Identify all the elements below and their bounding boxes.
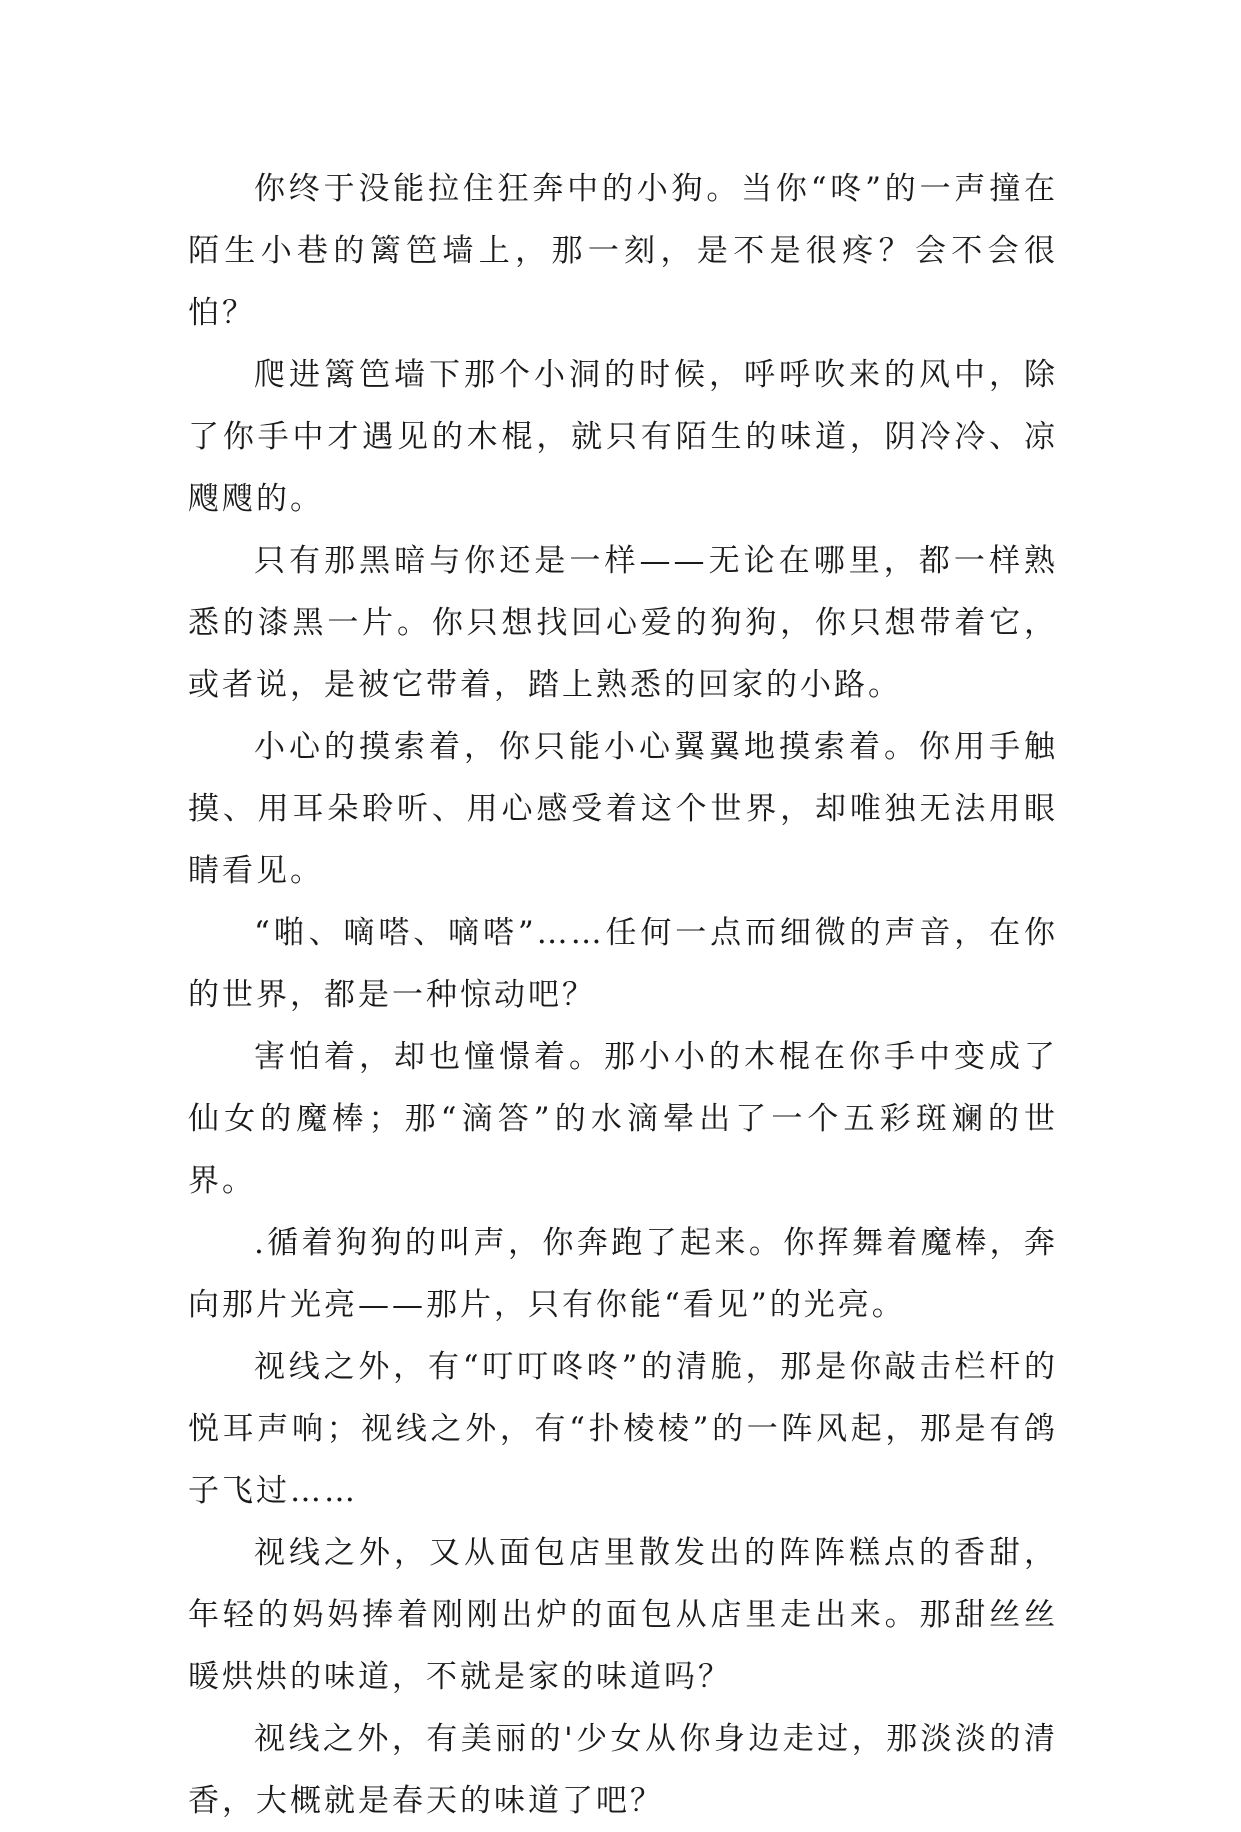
paragraph: 你终于没能拉住狂奔中的小狗。当你“咚”的一声撞在陌生小巷的篱笆墙上，那一刻，是不是很疼？会不会很怕？ xyxy=(188,171,1058,331)
paragraph: .循着狗狗的叫声，你奔跑了起来。你挥舞着魔棒，奔向那片光亮——那片，只有你能“看见”的光亮。 xyxy=(188,1225,1058,1323)
paragraph: 小心的摸索着，你只能小心翼翼地摸索着。你用手触摸、用耳朵聆听、用心感受着这个世界，却唯独无法用眼睛看见。 xyxy=(188,729,1058,889)
paragraph: 视线之外，有美丽的'少女从你身边走过，那淡淡的清香，大概就是春天的味道了吧？ xyxy=(188,1721,1058,1819)
paragraph: 视线之外，有“叮叮咚咚”的清脆，那是你敲击栏杆的悦耳声响；视线之外，有“扑棱棱”的一阵风起，那是有鸽子飞过…… xyxy=(188,1349,1058,1509)
paragraph: 爬进篱笆墙下那个小洞的时候，呼呼吹来的风中，除了你手中才遇见的木棍，就只有陌生的味道，阴冷冷、凉飕飕的。 xyxy=(188,357,1058,517)
document-body xyxy=(188,158,1058,1832)
paragraph: 只有那黑暗与你还是一样——无论在哪里，都一样熟悉的漆黑一片。你只想找回心爱的狗狗，你只想带着它，或者说，是被它带着，踏上熟悉的回家的小路。 xyxy=(188,543,1058,703)
paragraph: 视线之外，又从面包店里散发出的阵阵糕点的香甜，年轻的妈妈捧着刚刚出炉的面包从店里走出来。那甜丝丝暖烘烘的味道，不就是家的味道吗？ xyxy=(188,1535,1058,1695)
paragraph: “啪、嘀嗒、嘀嗒”……任何一点而细微的声音，在你的世界，都是一种惊动吧？ xyxy=(188,915,1058,1013)
paragraph: 害怕着，却也憧憬着。那小小的木棍在你手中变成了仙女的魔棒；那“滴答”的水滴晕出了一个五彩斑斓的世界。 xyxy=(188,1039,1058,1199)
